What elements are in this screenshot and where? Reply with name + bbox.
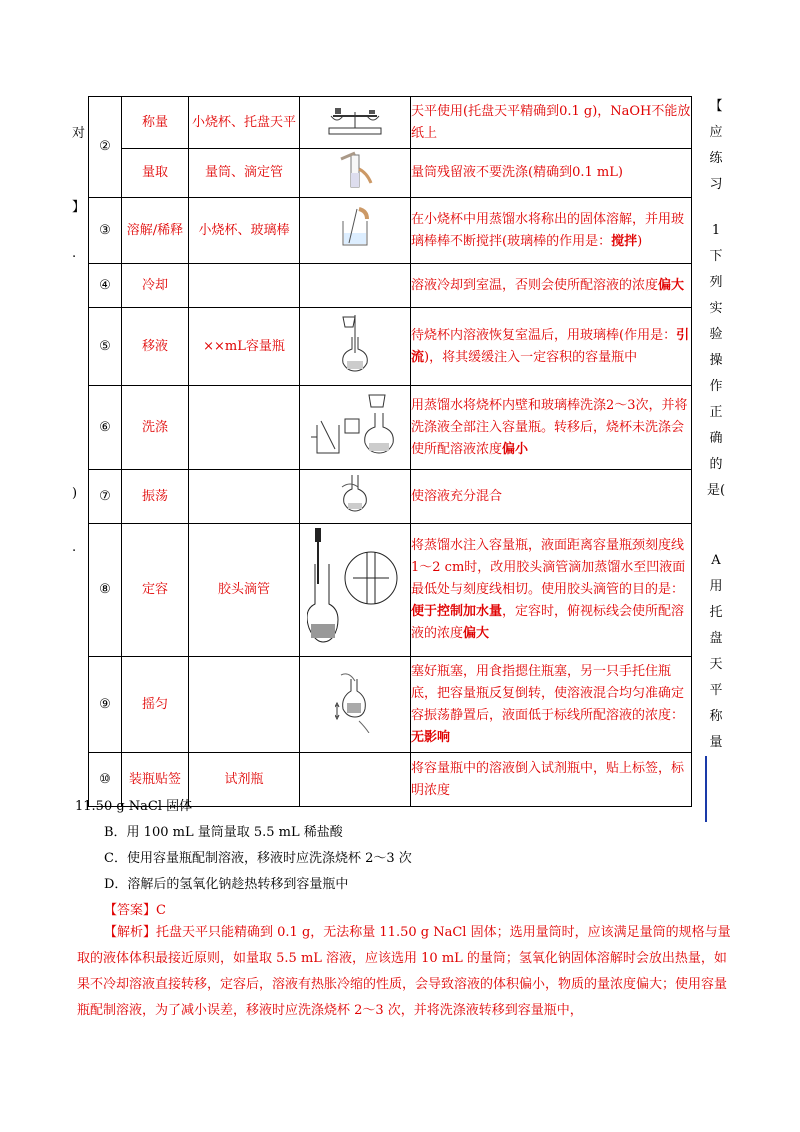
note — [411, 198, 692, 264]
balance-icon — [300, 97, 411, 149]
side-char: 托 — [709, 605, 723, 620]
side-char: 平 — [709, 683, 723, 698]
answer-value: C — [156, 903, 166, 918]
step-name: 装瓶贴签 — [122, 753, 189, 807]
note-emphasis-2: 偏大 — [463, 626, 490, 641]
table-row — [89, 198, 692, 264]
note — [411, 524, 692, 657]
note-emphasis: 偏小 — [502, 441, 529, 457]
side-char: 实 — [709, 301, 723, 316]
left-mark-5: . — [72, 540, 77, 555]
side-char: 天 — [709, 657, 723, 672]
instrument: 小烧杯、托盘天平 — [189, 97, 300, 149]
side-char: 盘 — [709, 631, 723, 646]
instrument: 小烧杯、玻璃棒 — [189, 198, 300, 264]
instrument: ××mL容量瓶 — [189, 308, 300, 386]
step-number: ⑩ — [89, 753, 122, 807]
instrument: 量筒、滴定管 — [189, 149, 300, 198]
instrument — [189, 657, 300, 753]
instrument: 试剂瓶 — [189, 753, 300, 807]
note — [411, 149, 692, 198]
shake-icon — [300, 657, 411, 753]
step-number: ⑤ — [89, 308, 122, 386]
side-char: 应 — [709, 125, 723, 140]
table-row — [89, 470, 692, 524]
side-char: 列 — [709, 275, 723, 290]
instrument — [189, 264, 300, 308]
note-emphasis: 引流 — [411, 327, 690, 365]
analysis-label: 【解析】 — [104, 925, 157, 940]
step-number: ⑦ — [89, 470, 122, 524]
procedure-table — [88, 96, 692, 807]
side-char: 确 — [709, 431, 723, 446]
step-name: 量取 — [122, 149, 189, 198]
left-mark-4: ) — [72, 486, 78, 501]
side-char: 验 — [709, 327, 723, 342]
step-name: 称量 — [122, 97, 189, 149]
side-char: 称 — [709, 709, 723, 724]
note-emphasis: 便于控制加水量 — [411, 604, 503, 619]
note — [411, 308, 692, 386]
step-name: 冷却 — [122, 264, 189, 308]
table-row — [89, 308, 692, 386]
table-row — [89, 524, 692, 657]
note-emphasis: 无影响 — [411, 729, 451, 745]
left-mark-1: 对 — [72, 126, 86, 141]
answer-line — [104, 900, 166, 922]
step-number: ⑧ — [89, 524, 122, 657]
note-text: 使溶液充分混合 — [411, 488, 503, 504]
option-a-tail: 11.50 g NaCl 固体 — [75, 799, 193, 814]
blue-margin-line — [705, 756, 707, 822]
note-emphasis: 搅拌 — [611, 233, 638, 249]
step-number: ⑥ — [89, 386, 122, 470]
note — [411, 386, 692, 470]
left-mark-2: 】 — [72, 200, 86, 215]
dropper-icon — [300, 524, 411, 657]
picture-cell — [300, 753, 411, 807]
step-name: 摇匀 — [122, 657, 189, 753]
note-text: 将容量瓶中的溶液倒入试剂瓶中，贴上标签，标明浓度 — [411, 760, 685, 798]
note — [411, 97, 692, 149]
beaker-stir-icon — [300, 198, 411, 264]
side-char: 是( — [706, 483, 726, 498]
step-number: ② — [89, 97, 122, 198]
side-char: 【 — [709, 99, 723, 114]
side-char: 正 — [709, 405, 723, 420]
option-c: C．使用容量瓶配制溶液，移液时应洗涤烧杯 2～3 次 — [104, 851, 412, 866]
note — [411, 753, 692, 807]
table-row — [89, 657, 692, 753]
step-name: 振荡 — [122, 470, 189, 524]
side-char: 量 — [709, 735, 723, 750]
step-name: 移液 — [122, 308, 189, 386]
side-char: 1 — [711, 223, 721, 238]
side-char: 作 — [709, 379, 723, 394]
step-name: 洗涤 — [122, 386, 189, 470]
table-row — [89, 386, 692, 470]
step-name: 溶解/稀释 — [122, 198, 189, 264]
analysis-text: 托盘天平只能精确到 0.1 g，无法称量 11.50 g NaCl 固体；选用量筒时，应该满足量筒的规格与量取的液体体积最接近原则，如量取 5.5 mL 溶液，应该选用 10 mL 的量筒；氢氧化钠固体溶解时会放出热量，如果不冷却溶液直接转移，定容后，溶液有热胀冷缩的性质，会导致溶液的体积偏小，物质的量浓度偏大；使用容量瓶配制溶液，为了减小误差，移液时应洗涤烧杯 2～3 次，并将洗涤液转移到容量瓶中， — [77, 925, 731, 1018]
note-text: 在小烧杯中用蒸馏水将称出的固体溶解，并用玻璃棒棒不断搅拌(玻璃棒的作用是： — [411, 211, 685, 249]
note-text: 量筒残留液不要洗涤(精确到0.1 mL) — [411, 165, 623, 180]
note-tail: ，定容时，俯视标线会使所配溶液的浓度 — [411, 604, 685, 641]
table-row — [89, 149, 692, 198]
option-d: D．溶解后的氢氧化钠趁热转移到容量瓶中 — [104, 877, 349, 892]
table-row — [89, 264, 692, 308]
instrument — [189, 470, 300, 524]
note-text: 将蒸馏水注入容量瓶，液面距离容量瓶颈刻度线1～2 cm时，改用胶头滴管滴加蒸馏水至凹液面最低处与刻度线相切。使用胶头滴管的目的是： — [411, 538, 686, 597]
side-text — [705, 94, 727, 756]
note-text: 溶液冷却到室温，否则会使所配溶液的浓度 — [411, 277, 659, 293]
instrument: 胶头滴管 — [189, 524, 300, 657]
step-number: ④ — [89, 264, 122, 308]
table-row — [89, 97, 692, 149]
note — [411, 264, 692, 308]
cylinder-icon — [300, 149, 411, 198]
answer-label: 【答案】 — [104, 903, 157, 918]
note-text: 用蒸馏水将烧杯内壁和玻璃棒洗涤2～3次，并将洗涤液全部注入容量瓶。转移后，烧杯未洗涤会使所配溶液浓度 — [411, 397, 688, 457]
side-char: 用 — [709, 579, 723, 594]
picture-cell — [300, 264, 411, 308]
side-char: A — [711, 553, 721, 568]
step-number: ③ — [89, 198, 122, 264]
note-tail: ) — [637, 233, 643, 249]
note — [411, 657, 692, 753]
note-tail: )，将其缓缓注入一定容积的容量瓶中 — [424, 349, 638, 365]
option-b: B．用 100 mL 量筒量取 5.5 mL 稀盐酸 — [104, 825, 343, 840]
note — [411, 470, 692, 524]
note-text: 塞好瓶塞，用食指摁住瓶塞，另一只手托住瓶底，把容量瓶反复倒转，使溶液混合均匀准确定容振荡静置后，液面低于标线所配溶液的浓度： — [411, 663, 685, 723]
side-char: 的 — [709, 457, 723, 472]
swirl-icon — [300, 470, 411, 524]
side-char: 习 — [709, 177, 723, 192]
step-name: 定容 — [122, 524, 189, 657]
side-char: 下 — [709, 249, 723, 264]
note-emphasis: 偏大 — [658, 277, 685, 293]
step-number: ⑨ — [89, 657, 122, 753]
note-text: 天平使用(托盘天平精确到0.1 g)，NaOH不能放纸上 — [411, 103, 691, 141]
left-mark-3: . — [72, 246, 77, 261]
instrument — [189, 386, 300, 470]
note-text: 待烧杯内溶液恢复室温后，用玻璃棒(作用是： — [411, 327, 677, 343]
transfer-icon — [300, 308, 411, 386]
side-char: 练 — [709, 151, 723, 166]
side-char: 操 — [709, 353, 723, 368]
analysis-paragraph — [77, 920, 737, 1024]
wash-icon — [300, 386, 411, 470]
